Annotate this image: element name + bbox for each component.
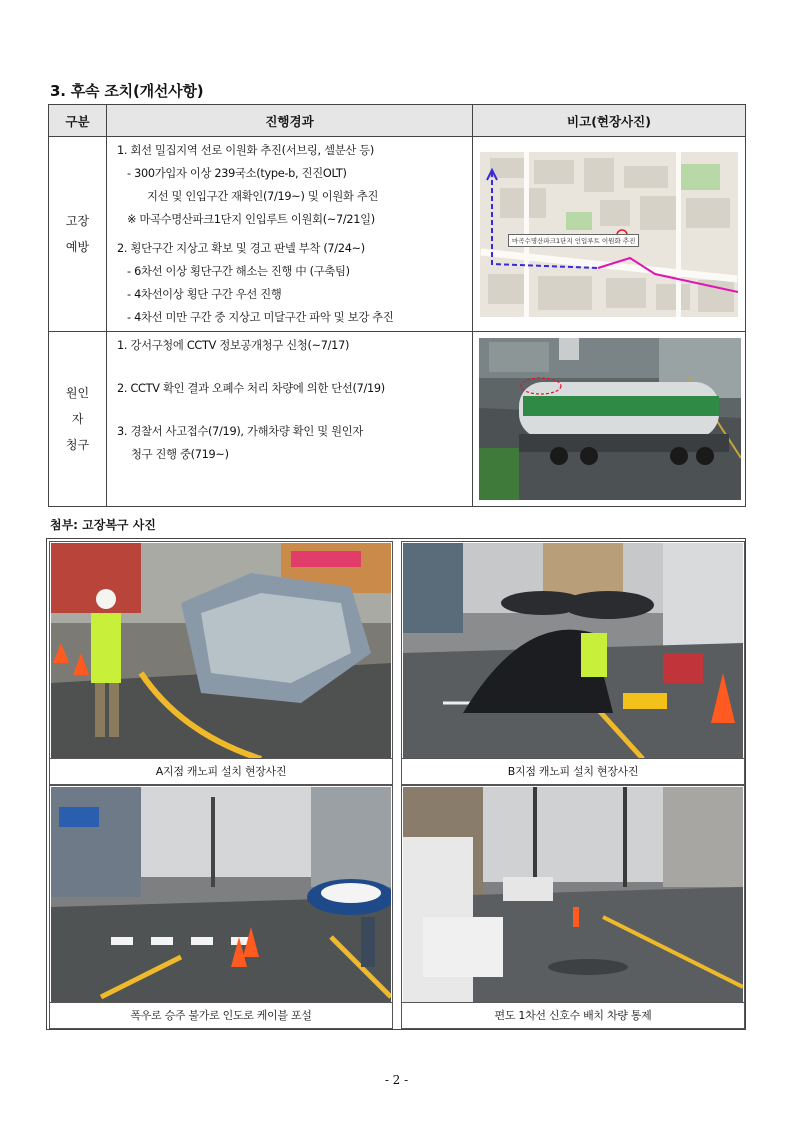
traffic-control-photo xyxy=(403,787,743,1003)
remarks-cell xyxy=(473,137,746,332)
page-number: - 2 - xyxy=(384,1073,409,1087)
table-header-row xyxy=(49,105,746,137)
progress-line: 1. 강서구청에 CCTV 정보공개청구 신청(~7/17) xyxy=(117,339,350,352)
section-title: 3. 후속 조치(개선사항) xyxy=(50,82,204,100)
progress-line: - 6차선 이상 횡단구간 해소는 진행 中 (구축팀) xyxy=(127,265,350,278)
header-progress: 진행경과 xyxy=(107,105,473,137)
follow-up-table xyxy=(48,104,746,507)
progress-line: 지선 및 인입구간 재확인(7/19~) 및 이원화 추진 xyxy=(147,190,379,203)
remarks-cell xyxy=(473,332,746,507)
progress-line: 2. CCTV 확인 결과 오폐수 처리 차량에 의한 단선(7/19) xyxy=(117,382,385,395)
header-category: 구분 xyxy=(49,105,107,137)
progress-cell xyxy=(107,137,473,332)
header-remarks: 비고(현장사진) xyxy=(473,105,746,137)
progress-line: - 300가입자 이상 239국소(type-b, 진진OLT) xyxy=(127,167,347,180)
route-map-image xyxy=(480,152,738,317)
table-row-prevention xyxy=(49,137,746,332)
attachment-title: 첨부: 고장복구 사진 xyxy=(50,518,156,532)
photo-caption: B지점 캐노피 설치 현장사진 xyxy=(402,758,744,784)
category-line: 고장 xyxy=(65,214,90,228)
progress-cell xyxy=(107,332,473,507)
table-row-liable-party xyxy=(49,332,746,507)
cctv-capture-image xyxy=(479,338,741,500)
progress-line: 청구 진행 중(719~) xyxy=(131,448,229,461)
category-line: 자 xyxy=(71,412,84,426)
category-line: 예방 xyxy=(65,240,90,254)
category-cell xyxy=(49,137,107,332)
canopy-a-photo xyxy=(51,543,391,759)
photo-frame-d xyxy=(401,785,745,1029)
progress-line: 2. 횡단구간 지상고 확보 및 경고 판넬 부착 (7/24~) xyxy=(117,242,365,255)
photo-caption: 폭우로 승주 불가로 인도로 케이블 포설 xyxy=(50,1002,392,1028)
progress-line: 3. 경찰서 사고접수(7/19), 가해차량 확인 및 원인자 xyxy=(117,425,364,438)
canopy-b-photo xyxy=(403,543,743,759)
photo-caption: A지점 캐노피 설치 현장사진 xyxy=(50,758,392,784)
progress-line: - 4차선 미만 구간 중 지상고 미달구간 파악 및 보강 추진 xyxy=(127,311,394,324)
repair-photo-grid xyxy=(46,538,746,1030)
progress-line: - 4차선이상 횡단 구간 우선 진행 xyxy=(127,288,282,301)
progress-line: ※ 마곡수명산파크1단지 인입루트 이원회(~7/21일) xyxy=(127,213,375,226)
category-cell xyxy=(49,332,107,507)
photo-caption: 편도 1차선 신호수 배치 차량 통제 xyxy=(402,1002,744,1028)
photo-frame-c xyxy=(49,785,393,1029)
map-label: 마곡수명산파크1단지 인입루트 이원화 추진 xyxy=(508,234,639,247)
category-line: 청구 xyxy=(65,438,90,452)
progress-line: 1. 회선 밀집지역 선로 이원화 추진(서브링, 셀분산 등) xyxy=(117,144,374,157)
cable-laying-photo xyxy=(51,787,391,1003)
photo-frame-b xyxy=(401,541,745,785)
category-line: 원인 xyxy=(65,386,90,400)
photo-frame-a xyxy=(49,541,393,785)
